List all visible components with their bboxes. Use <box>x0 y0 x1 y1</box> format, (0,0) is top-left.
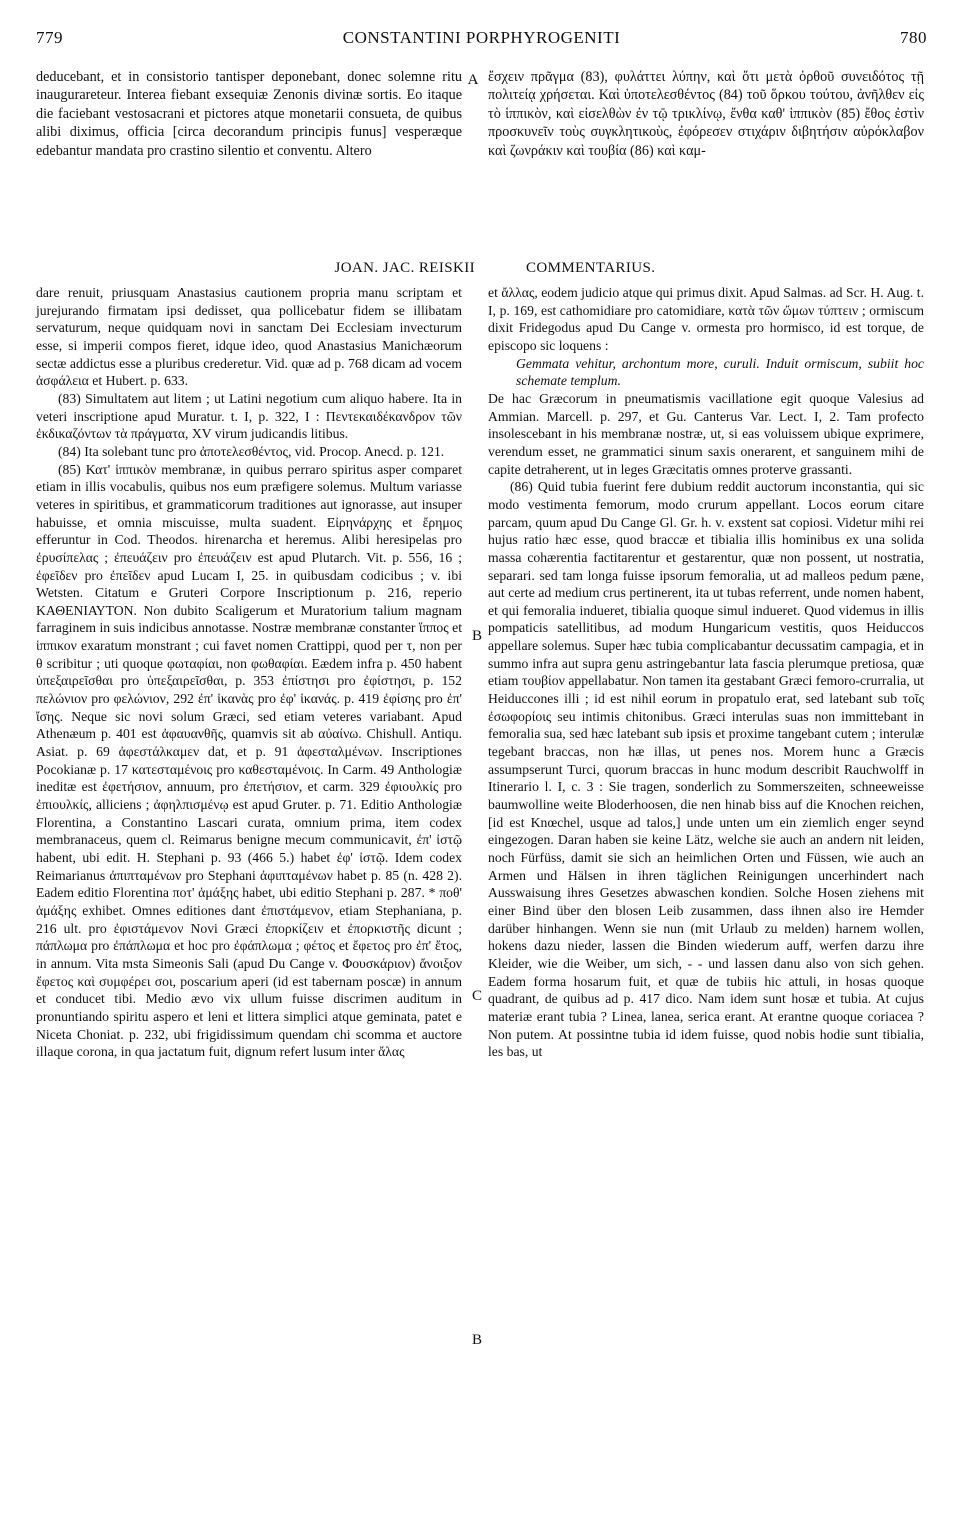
margin-letter-a: A <box>467 72 479 88</box>
commentary-paragraph: dare renuit, priusquam Anastasius cautionem propria manu scriptam et jurejurando firmatam ipsi dedisset, qua pollicebatur fidem se illibatam servaturum, neque quidquam novi in sanctam Dei Ecclesiam invecturum esse, si imperii compos fieret, idque ideo, quod Anastasius Manichæorum sectæ addictus esse a pluribus crederetur. Vid. quæ ad p. 768 dicam ad vocem ἀσφάλεια et Hubert. p. 633. <box>36 285 462 389</box>
note-83: (83) Simultatem aut litem ; ut Latini negotium cum aliquo habere. Ita in veteri inscriptione apud Muratur. t. I, p. 322, I : Πεντεκαιδέκανδρον τῶν ἐκδικαζόντων τὰ πράγματα, XV virum judicandis litibus. <box>36 390 462 442</box>
latin-text-column <box>36 68 462 160</box>
page-header <box>36 28 927 52</box>
banner-heading: COMMENTARIUS. <box>526 260 656 276</box>
latin-paragraph: deducebant, et in consistorio tantisper deponebant, donec solemne ritu inaugurareteur. Interea fiebant exsequiæ Zenonis divinæ sortis. Eo itaque die faciebant vestosacrani et pictores atque monetarii consueta, de quibus alibi diximus, officia [circa decorandum principis funus] vesperæque edebantur mandata pro crastino silentio et conventu. Altero <box>36 69 462 159</box>
greek-paragraph: ἔσχειν πρᾶγμα (83), φυλάττει λύπην, καὶ ὅτι μετὰ ὀρθοῦ συνειδότος τῇ πολιτείᾳ χρήσεται. Καὶ ὑποτελεσθέντος (84) τοῦ ὅρκου τούτου, ἀνῆλθεν εἰς τὸ ἱππικὸν, καὶ εἰσελθὼν ἐν τῷ τρικλίνῳ, ἔνθα καθ' ἱππικὸν (85) ἔθος ἐστὶν προσκυνεῖν τοὺς συγκλητικοὺς, ἐφόρεσεν στιχάριν διβητήσιν αὐρόκλαβον καὶ ζωνράκιν καὶ τουβία (86) καὶ καμ- <box>488 69 924 159</box>
note-85: (85) Κατ' ἱππικὸν membranæ, in quibus perraro spiritus asper comparet etiam in illis vocabulis, quibus nos eum præfigere solemus. Multum variasse veteres in spiritibus, et grammaticorum traditiones aut ignorasse, aut insuper habuisse, et omnia miscuisse, multa suadent. Εἰρηνάρχης et ἔρημος efferuntur in Cod. Theodos. hirenarcha et heremus. Alibi heresipelas pro ἐρυσίπελας ; ἐπευάζειν pro ἐπευάζειν est apud Plutarch. Vit. p. 556, 16 ; ἐφεῖδεν pro ἐπεῖδεν apud Lucam I, 25. in quibusdam codicibus ; v. ibi Wetsten. Citatum e Gruteri Corpore Inscriptionum p. 216, reperio ΚΑΘΕΝΙΑΥΤΟΝ. Non dubito Scaligerum et Muratorium talium magnam farraginem in suis indicibus annotasse. Nostræ membranæ constanter ἵππος et ἱππικον exaratum monstrant ; cui favet nomen Crattippi, quod per τ, non per θ scribitur ; uti quoque φωταφίαι, non φωθαφίαι. Eædem infra p. 450 habent ὑπεξαιρεῖσθαι pro ὑπεξαιρεῖσθαι, p. 353 ἐπίστησι pro ἐφίστησι, p. 152 πελώνιον pro φελώνιον, 292 ἐπ' ἱκανὰς pro ἐφ' ἱκανάς. p. 419 ἐφίσης pro ἐπ' ἴσης. Neque sic novi solum Græci, sed etiam veteres variabant. Apud Athenæum p. 401 est ἀφαυανθῆς, quamvis sit ab αὐαίνω. Chishull. Antiqu. Asiat. p. 69 ἀφεστάλκαμεν dat, et p. 91 ἀφεσταλμένων. Inscriptiones Pocokianæ p. 17 κατεσταμένοις pro καθεσταμένοις. In Carm. 49 Anthologiæ ineditæ est ἐφετήσιον, annuum, pro ἐπετήσιον, et carm. 329 ἐφιουλκίς pro ἐπιουλκίς, alliciens ; ἀφηλπισμένῳ est apud Gruter. p. 71. Editio Anthologiæ Florentina, a Constantino Lascari curata, omnium prima, item codex membranaceus, quem cl. Reimarus benigne mecum communicavit, ἐπ' ἰστῷ habent, ubi edit. H. Stephani p. 93 (466 5.) habet ἐφ' ἰστῷ. Idem codex Reimarianus ἀπιπταμένων pro Stephani ἀφιπταμένων habet p. 85 (n. 428 2). Eadem editio Florentina ποτ' ἁμάξης habet, ubi editio Stephani p. 287. * ποθ' ἁμάξης exhibet. Omnes editiones dant ἐπιστάμενον, etiam Stephaniana, p. 216 ult. pro ἐφιστάμενον Novi Græci ἐπορκίζειν et ἐπορκιστῆς dicunt ; πάπλωμα pro ἐπάπλωμα et hoc pro ἐφάπλωμα ; φέτος et ἔφετος pro ἐπ' ἔτος, in annum. Vita msta Simeonis Sali (apud Du Cange v. Φουσκάριον) ἄνοιξον ἔφετος καὶ συμφέρει σοι, poscarium aperi (id est tabernam poscæ) in annum et conducet tibi. Medio ævo vix ullum fuisse discrimen auditum in pronuntiando spiritu aspero et leni et littera simplici atque geminata, patet e Niceta Choniat. p. 232, ubi frigidissimum quendam chi scomma et auctore illaque corona, in qua jactatum fuit, dignum refert lusum inter ἄλας <box>36 461 462 1060</box>
verse-quote: Gemmata vehitur, archontum more, curuli. Induit ormiscum, subiit hoc schemate templum. <box>516 355 924 389</box>
running-title: CONSTANTINI PORPHYROGENITI <box>342 28 621 47</box>
commentary-banner <box>36 260 927 282</box>
commentary-column-right <box>488 284 924 1061</box>
commentary-paragraph: De hac Græcorum in pneumatismis vacillatione egit quoque Valesius ad Ammian. Marcell. p. 297, et Gu. Canterus Var. Lect. I, 2. Tam profecto insolescebant in his membranæ nostræ, ut, si eas voluissem ubique exprimere, verendum esset, ne grammatici sinum saxis onerarent, et sanguinem mihi de capite detraherent, ut in leges Græcitatis omnes proterve grassanti. <box>488 390 924 477</box>
note-84: (84) Ita solebant tunc pro ἀποτελεσθέντος, vid. Procop. Anecd. p. 121. <box>58 443 445 459</box>
note-86: (86) Quid tubia fuerint fere dubium reddit auctorum inconstantia, qui sic modo vestimenta femorum, modo crurum appellant. Locos eorum citare parcam, quum apud Du Cange Gl. Gr. h. v. exstent sat copiosi. Videtur mihi rei hujus ratio hæc esse, quod braccæ et tibialia illis hominibus ex una solida massa cohærentia factitarentur et gestarentur, quæ non possent, ut nostratia, separari. sed tam longa fuisse ipsorum femoralia, ut ad malleos pedum pæne, aut certe ad medium crus pertinerent, ita ut tubas referrent, unde nomen habent, et qui femoralia indueret, tibialia quoque simul indueret. Quod videmus in illis pompaticis satellitibus, ad modum Hungaricum vestitis, quos Heiduccos appellare solemus. Super hæc tubia complicabantur decussatim campagia, et in summo infra aut supra genu astringebantur lata fascia plerumque pretiosa, quæ etiam τουβίον appellabatur. Non tamen ita gestabant Græci femoro-crurralia, ut Heiduccones illi ; id est nihil eorum in propatulo erat, sed latebant sub τοῖς ἐσωφορίοις seu intimis chitonibus. Græci interulas suas non immittebant in femoralia sua, sed hæc latebant sub ipsis et proxime tangebant cutem ; interulæ tegebant braccas, non hæ illas, ut penes nos. Morem hunc a Græcis assumpserunt Turci, quorum braccas in hunc modum describit Rauchwolff in Itinerario l. I, c. 3 : Sie tragen, sonderlich zu Sommerszeiten, schneeweisse baumwolline weite Bloderhoosen, die nen hinab biss auf die Knochen reichen, [id est Knœchel, usque ad talos,] unde unten um ein ziemlich enger seynd eingezogen. Daran haben sie keine Lätz, welche sie auch an andern nit leiden, noch Fürfüss, damit sie sich an heimlichen Orten und Füssen, wie auch an Armen und Hälsen in ihren täglichen Reinigungen uncerhindert nach Ausswaisung ihres Gesetzes abwaschen kondien. Solche Hosen ziehens mit einer Bind über den blosen Leib zusammen, dass ihnen also ire Hemder darüber hinhangen. Wenn sie nun (mit Urlaub zu melden) harnem wollen, hokens dazu nieder, lassen die Binden wiederum auff, werfen darzu ihre Kleider, wie die Weiber, um sich, - - und lassen danu also von sich gehen. Eadem forma hosarum fuit, et quæ de tubiis hic attuli, in hosas quoque quadrant, de quibus ad p. 417 dico. Nam idem sunt hosæ et tubia. At cujus materiæ erant tubia ? Linea, lanea, serica erant. At erantne quoque coriacea ? Non putem. At possintne tubia id idem fuisse, quod nobis hodie sunt tibialia, les bas, ut <box>488 479 924 1060</box>
banner-author: JOAN. JAC. REISKII <box>334 260 475 276</box>
page-number-left: 779 <box>36 28 63 47</box>
margin-letter-b: B <box>471 628 482 644</box>
greek-text-column <box>488 68 924 160</box>
margin-letter-b-second: B <box>471 1332 482 1348</box>
commentary-paragraph: et ἄλλας, eodem judicio atque qui primus dixit. Apud Salmas. ad Scr. H. Aug. t. I, p. 169, est cathomidiare pro catomidiare, κατὰ τῶν ὤμων τύπτειν ; ormiscum dixit Fridegodus apud Du Cange v. ormesta pro hormisco, id est torque, de episcopo sic loquens : <box>488 285 924 353</box>
commentary-column-left <box>36 284 462 1061</box>
page-number-right: 780 <box>900 28 927 47</box>
margin-letter-c: C <box>471 988 482 1004</box>
